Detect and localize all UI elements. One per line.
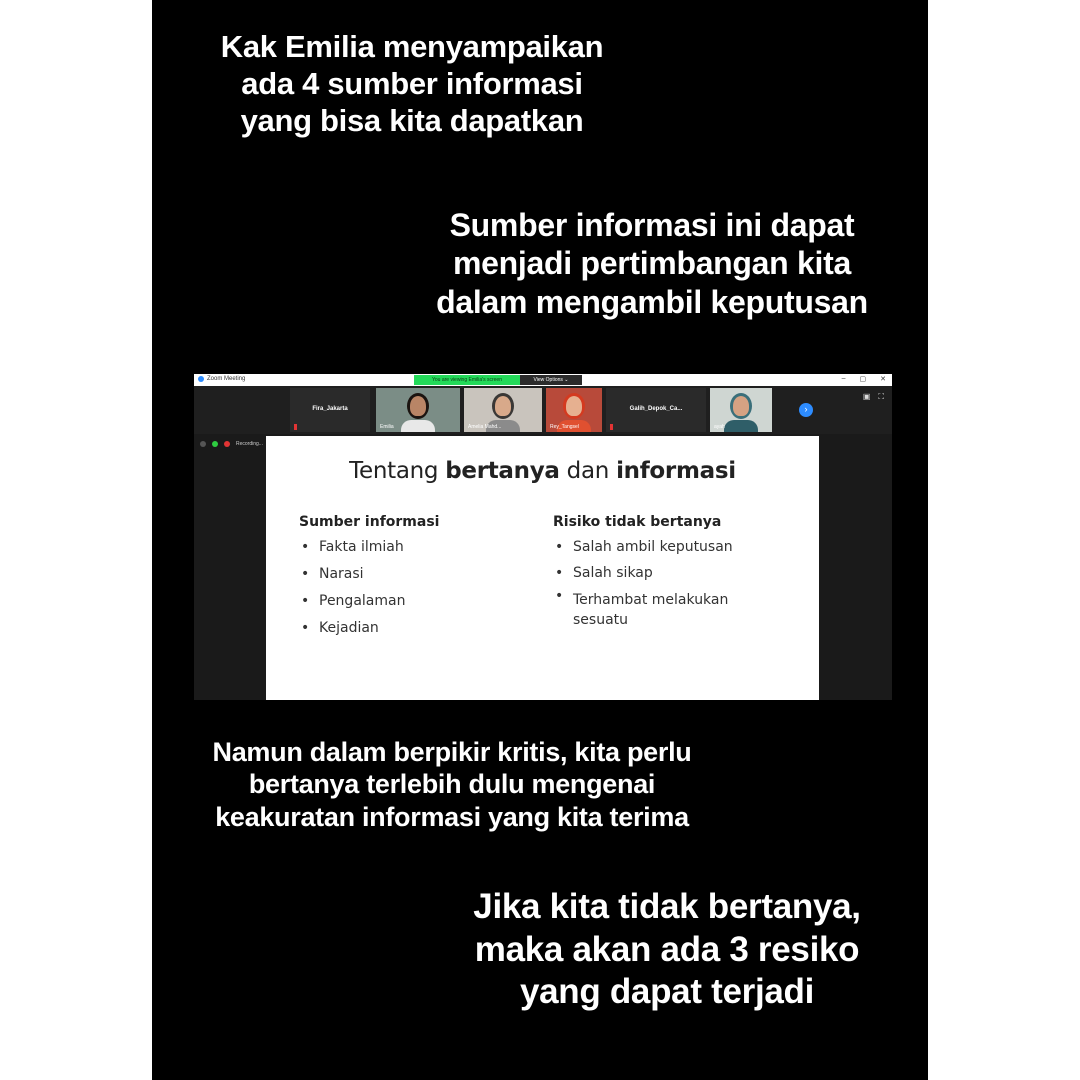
recording-indicator [200, 441, 263, 447]
participant-name: Galih_Depok_Ca... [629, 406, 683, 412]
participant-name: Rey_Tangsel [550, 424, 579, 430]
list-item: • Fakta ilmiah [299, 534, 439, 561]
participant-face [733, 396, 749, 416]
list-item: • Salah sikap [553, 560, 763, 586]
close-icon[interactable]: ✕ [880, 376, 886, 383]
recording-label: Recording... [236, 441, 263, 447]
caption-middle [172, 736, 732, 833]
sources-column [299, 514, 439, 642]
muted-mic-icon [610, 424, 613, 430]
list-item: • Terhambat melakukan sesuatu [553, 586, 763, 630]
minimize-icon[interactable]: – [841, 375, 846, 382]
info-icon[interactable] [200, 441, 206, 447]
sources-list [299, 534, 439, 642]
caption-line: bertanya terlebih dulu mengenai [248, 769, 656, 800]
caption-line: menjadi pertimbangan kita [453, 245, 851, 282]
title-text: Tentang [349, 458, 446, 484]
muted-mic-icon [294, 424, 297, 430]
slide-title [266, 458, 819, 484]
caption-line: Sumber informasi ini dapat [449, 207, 855, 243]
left-border [0, 0, 152, 1080]
app-title [198, 376, 245, 382]
security-icon[interactable] [212, 441, 218, 447]
window-controls [842, 375, 886, 383]
caption-line: Namun dalam berpikir kritis, kita perlu [212, 737, 692, 767]
participant-face [495, 396, 511, 416]
participant-face [410, 396, 426, 416]
participant-name: ayah [714, 424, 725, 430]
gallery-view-icon[interactable]: ▣ [862, 392, 871, 401]
recording-icon [224, 441, 230, 447]
risks-list [553, 534, 763, 630]
caption-line: dalam mengambil keputusan [436, 283, 868, 320]
risks-column [553, 514, 763, 630]
participant-name: Amelia Mahd... [468, 424, 502, 430]
list-item: • Narasi [299, 561, 439, 588]
sources-heading: Sumber informasi [299, 514, 440, 530]
caption-line: ada 4 sumber informasi [241, 66, 583, 102]
caption-line: yang dapat terjadi [519, 972, 815, 1012]
participant-tile[interactable] [376, 388, 460, 432]
participant-tile[interactable] [464, 388, 542, 432]
list-item: • Pengalaman [299, 588, 439, 615]
right-border [928, 0, 1080, 1080]
view-icons [863, 392, 884, 402]
title-text: dan [559, 458, 617, 484]
participant-tile[interactable] [710, 388, 772, 432]
zoom-screenshot [194, 374, 892, 700]
window-title: Zoom Meeting [207, 376, 246, 382]
risks-heading: Risiko tidak bertanya [553, 514, 722, 530]
participant-name: Emilia [380, 424, 394, 430]
caption-line: keakuratan informasi yang kita terima [215, 801, 689, 832]
participant-tile[interactable] [546, 388, 602, 432]
maximize-icon[interactable]: ▢ [859, 376, 867, 383]
title-bold-1: bertanya [445, 458, 560, 484]
participant-body [401, 420, 435, 432]
participant-face [566, 396, 582, 416]
participant-tile[interactable] [290, 388, 370, 432]
caption-line: Jika kita tidak bertanya, [473, 887, 861, 926]
title-bold-2: informasi [616, 458, 736, 484]
list-item: • Salah ambil keputusan [553, 534, 763, 560]
zoom-logo-icon [198, 376, 204, 382]
participant-name: Fira_Jakarta [312, 406, 348, 412]
caption-line: maka akan ada 3 resiko [474, 929, 860, 969]
fullscreen-icon[interactable]: ⛶ [878, 392, 884, 401]
caption-upper-right [402, 206, 902, 321]
caption-line: yang bisa kita dapatkan [240, 103, 584, 139]
shared-slide [266, 436, 819, 700]
list-item: • Kejadian [299, 615, 439, 642]
caption-bottom [432, 886, 902, 1014]
participant-strip [194, 386, 892, 434]
view-options-button[interactable]: View Options ⌄ [520, 375, 582, 385]
caption-top [152, 28, 672, 140]
participant-tile[interactable] [606, 388, 706, 432]
caption-line: Kak Emilia menyampaikan [220, 29, 604, 64]
participant-body [724, 420, 758, 432]
viewing-banner: You are viewing Emilia's screen [414, 375, 520, 385]
next-participants-button[interactable]: › [799, 403, 813, 417]
window-titlebar [194, 374, 892, 386]
